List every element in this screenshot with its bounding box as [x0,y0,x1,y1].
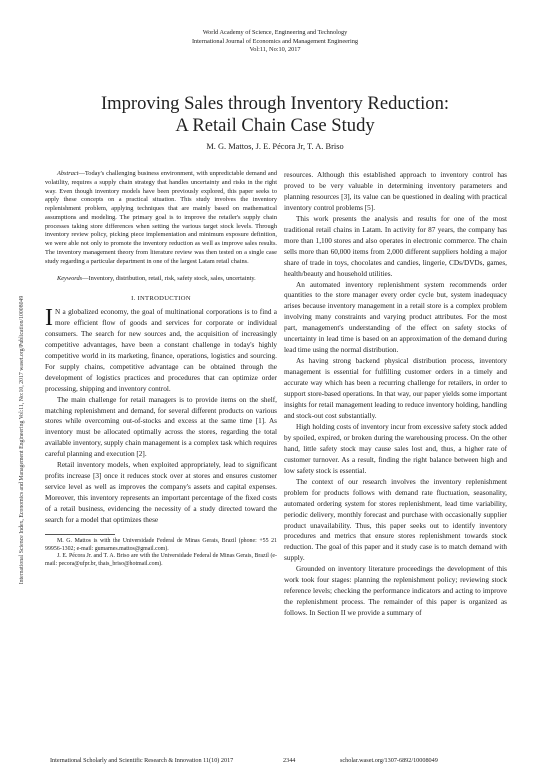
right-paragraph-4: As having strong backend physical distribution process, inventory management is essential for fulfilling customer orders in a timely and accurate way which has been a recurring challenge for retailers, in order to support store-based operations. In that way, our paper yields some important insights for retail management leading to reduce inventory holding, handling and stock-out cost substantially. [284,357,507,420]
right-paragraph-6: The context of our research involves the inventory replenishment problem for products follows with demand rate fluctuation, seasonality, automated ordering system for stores replenishment, lead time variability, periodic delivery, monthly forecast and purchase with occasionally supplier product unavailability. Thus, this paper seeks out to identify inventory procedures and metrics that ensure stores replenishment towards stock reduction. The goal of this paper and it study case is to match demand with supply. [284,477,507,563]
journal-header [0,29,550,55]
keywords-dash: — [82,275,89,283]
left-column [45,170,277,568]
footnote-2: J. E. Pécora Jr. and T. A. Briso are with the Universidade Federal de Minas Gerais, Brazil (e-mail: pecora@ufpr.br, thais_briso@hotmail.com). [45,553,277,567]
footer-url[interactable]: scholar.waset.org/1307-6892/10008049 [340,757,438,764]
intro-paragraph-2: The main challenge for retail managers is to provide items on the shelf, matching replenishment and demand, for several different products on various stores while overcoming out-of-stocks and excess at the same time [1]. As inventory must be allocated optimally across the stores, regarding the total available inventory, supply chain management is a complex task which requires careful planning and execution [2]. [45,395,277,459]
right-paragraph-3: An automated inventory replenishment system recommends order quantities to the store manager every order cycle but, system inadequacy arises because inventory management in a retail store is a complex problem involving many constraints and varying product attributes. For the most part, management's understanding of the effect on safety stocks of uncertainty in lead time is based on an approximation of the demand during lead time using the normal distribution. [284,280,507,355]
section-heading-introduction: I. INTRODUCTION [131,295,191,302]
sidebar-citation: International Science Index, Economics and Management Engineering Vol:11, No:10, 2017 waset.org/Publication/10008049 [19,295,25,585]
right-paragraph-5: High holding costs of inventory incur from excessive safety stock added by spoiled, expired, or broken during the warehousing process. On the other hand, little safety stock may cause sales lost and, thus, a higher rate of customer turnover. As a result, finding the right balance between high and low safety stock is essential. [284,422,507,475]
abstract [45,170,277,266]
title-line-1: Improving Sales through Inventory Reduction: [100,93,450,114]
abstract-text: Today's challenging business environment, with unpredictable demand and volatility, requires a supply chain strategy that handles uncertainty and risks in the right way. Even though inventory models have been previously explored, this paper seeks to apply these concepts on a practical situation. This study involves the inventory replenishment problem, applying techniques that are mainly based on mathematical assumptions and modeling. The primary goal is to improve the retailer's supply chain processes taking store differences when setting the various target stock levels. Through inventory review policy, picking piece implementation and minimum exposure definition, we were able not only to promote the inventory reduction as well as improve sales results. The inventory management theory from literature review was then tested on a single case study regarding a particular department in one of the largest Latam retail chains. [45,170,277,265]
right-paragraph-2: This work presents the analysis and results for one of the most traditional retail chains in Latam. In activity for 87 years, the company has more than 1,100 stores and also operates in electronic commerce. The chain sells more than 60,000 items from 2,000 different suppliers holding a major share of trade in toys, chocolates and candies, lingerie, CDs/DVDs, games, health/beauty and household utilities. [284,214,507,278]
header-line-1: World Academy of Science, Engineering and Technology [202,29,348,36]
right-paragraph-1: resources. Although this established approach to inventory control has proved to be very valuable in determining inventory parameters and planning resources [3], its value can be questioned in dealing with practical inventory control problems [5]. [284,171,507,212]
right-column [284,170,507,619]
keywords [45,275,277,284]
footer-page-number: 2344 [283,757,296,764]
footnote-divider [45,534,115,535]
header-line-3: Vol:11, No:10, 2017 [249,46,301,54]
footnote-1: M. G. Mattos is with the Universidade Federal de Minas Gerais, Brazil (phone: +55 21 99956-1302; e-mail: gumarnes.mattos@gmail.com). [45,538,277,552]
paper-authors: M. G. Mattos, J. E. Pécora Jr, T. A. Briso [206,142,344,151]
header-line-2: International Journal of Economics and Management Engineering [191,37,359,45]
intro-paragraph-1-text: N a globalized economy, the goal of multinational corporations is to find a more efficient flow of goods and services for corporate or individual consumers. The search for new sources and, the acquisition of increasingly competitive advantages, have been a constant challenge in today's highly competitive world in its marketing, finance, operations, logistics and sourcing. For supply chains, competitive advantage can be obtained through the development of logistics practices and procedures that can optimize order processing, shipping and inventory control. [45,307,277,393]
abstract-dash: — [78,170,85,177]
keywords-label: Keywords [57,275,83,283]
abstract-label: Abstract [57,170,79,177]
drop-cap: I [45,304,53,331]
keywords-text: Inventory, distribution, retail, risk, safety stock, sales, uncertainty. [88,275,256,283]
title-line-2: A Retail Chain Case Study [175,114,375,136]
footer-journal: International Scholarly and Scientific Research & Innovation 11(10) 2017 [50,757,234,764]
intro-paragraph-3: Retail inventory models, when exploited appropriately, lead to significant profits increase [3] once it reduces stock over at stores and ensures customer service level as well as improves the company's assets and capital expenses. Moreover, this inventory represents an important percentage of the fixed costs of a retail business, evidencing the necessity of a study directed toward the search for a model that optimizes these [45,461,277,525]
right-paragraph-7: Grounded on inventory literature proceedings the development of this work took four stages: planning the replenishment policy; reviewing stock reference levels; checking the performance indicators and acting to improve the replenishment process. The remainder of this paper is organized as follows. In Section II we provide a summary of [284,565,507,618]
paper-title [0,93,550,136]
intro-paragraph-1 [45,304,277,395]
